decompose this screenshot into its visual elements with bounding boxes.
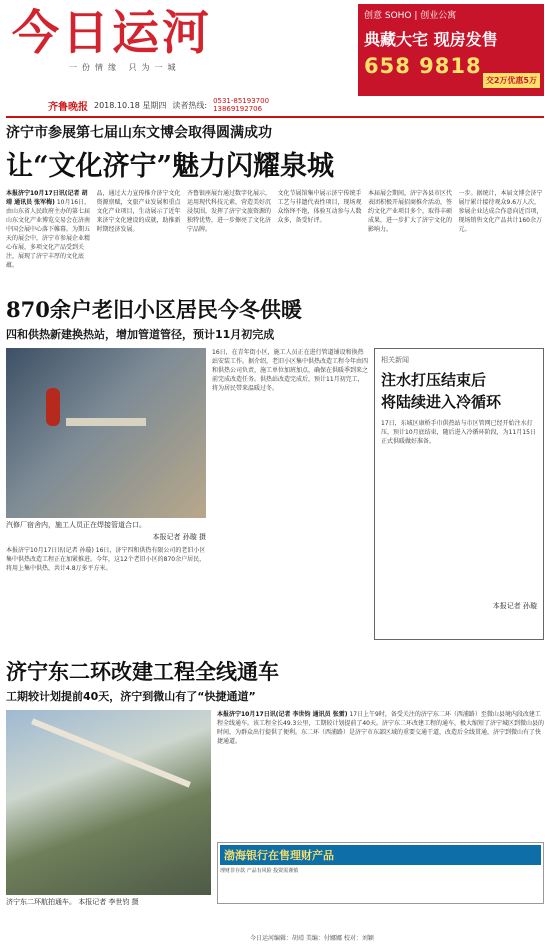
lead-kicker: 济宁市参展第七届山东文博会取得圆满成功 (6, 125, 272, 141)
story2-text: 16日，在青年街小区，施工人员正在进行管道铺设和换热站安装工作。据介绍，老旧小区集中供热改造工程今年由四和供热公司负责，施工单位加班加点，确保在供暖季到来之前完成改造任务。供热站改造完成后，预计11月初完工，将为居民带来温暖过冬。 (212, 349, 368, 392)
story2-body (6, 348, 544, 646)
ad-promo-badge: 交2万优惠5万 (483, 73, 540, 88)
hotline-numbers (213, 97, 269, 113)
issue-date: 2018.10.18 星期四 (94, 100, 167, 110)
real-estate-ad[interactable] (358, 4, 544, 96)
worker-figure (46, 388, 60, 426)
story3-text (217, 710, 544, 838)
hotline-2: 13869192706 (213, 105, 263, 113)
page-footer: 今日运河编辑：胡靖 美编：付娜娜 校对：刘颖 (250, 935, 374, 942)
lead-byline: 本报济宁10月17日讯(记者 胡靖 通讯员 张军梅) (6, 190, 88, 206)
story2-headline: 870余户老旧小区居民今冬供暖 (6, 297, 302, 322)
lead-col-5: 本届展会期间，济宁各县市区代表团积极开展招商推介活动，签约文化产业项目多个，取得丰硕成果，进一步扩大了济宁文化的影响力。 (368, 190, 453, 233)
story2-subhead: 四和供热新建换热站，增加管道管径，预计11月初完成 (6, 328, 275, 341)
story3-right (217, 710, 544, 910)
lead-body (6, 189, 544, 284)
masthead (6, 4, 544, 114)
related-text: 17日，东城区康桥手巾供热站与市区管网已经开始注水打压，预计10月底结束，随后进入冷循环阶段，为11月15日正式供暖做好准备。 (381, 420, 536, 445)
publisher-name: 齐鲁晚报 (48, 101, 88, 113)
ad-tagline: 创意 SOHO | 创业公寓 (364, 11, 457, 21)
related-news-box (374, 348, 544, 640)
lead-col-2: 品，通过大力宣传推介济宁文化资源禀赋，文旅产业发展和重点文化产业项目，生动展示了近年来济宁文化建设的成就，助推新时期经济发展。 (96, 190, 181, 233)
hotline-label: 读者热线: (172, 100, 208, 110)
road-credit: 本报记者 李世钧 摄 (78, 898, 139, 906)
related-title: 注水打压结束后 将陆续进入冷循环 (381, 371, 502, 411)
road-caption (6, 897, 211, 907)
story2-right (374, 348, 544, 646)
story3-body (6, 710, 544, 910)
road-shape (31, 718, 191, 787)
ad-phone: 658 9818 (364, 54, 482, 78)
slogan: 一份情缘 只为一城 (69, 63, 181, 72)
bank-ad-title: 渤海银行在售理财产品 (220, 845, 541, 865)
related-tag: 相关新闻 (381, 356, 409, 364)
lead-col-6: 一步。据统计，本届文博会济宁展厅累计接待观众9.6万人次，参展企业达成合作意向近百项，现场销售文化产品共计160余万元。 (458, 190, 543, 233)
bank-ad-note: 理财非存款 产品有风险 投资需谨慎 (220, 868, 299, 874)
lead-col-1 (6, 189, 92, 284)
story3-text-body: 17日上午9时，备受关注的济宁东二环（西浦路）至微山县境内段改建工程全线通车。该工程全长49.3公里，工期较计划提前了40天。济宁东二环改建工程的通车，极大缩短了济宁城区到微山县的时间，为群众出行提供了便利。东二环（西浦路）是济宁市东部区域的重要交通干道，改造后全线贯通，济宁到微山有了快捷通道。 (217, 711, 544, 745)
lead-text-1: 10月16日，由山东省人民政府主办的第七届山东文化产业博览交易会在济南中国会展中心落下帷幕。为期五天的展会中，济宁市参展企业精心布展，多项文化产品受到关注，展现了济宁丰厚的文化底蕴。 (6, 199, 91, 269)
story2-left (6, 348, 206, 646)
road-caption-text: 济宁东二环航拍通车。 (6, 898, 76, 906)
heating-photo (6, 348, 206, 518)
story3-left (6, 710, 211, 910)
photo-caption: 汽修厂宿舍内，施工人员正在焊接管道合口。 (6, 521, 146, 529)
story2-byline: 本报济宁10月17日讯(记者 孙璇) 16日，济宁四和供热有限公司的老旧小区集中供热改造工程正在加紧推进。今年，这12个老旧小区的870余户居民，将用上集中供热，共计4.8万多平方米。 (6, 547, 206, 572)
story3-byline: 本报济宁10月17日讯(记者 李世钧 通讯员 张雷) (217, 711, 348, 718)
story3-subhead: 工期较计划提前40天，济宁到微山有了“快捷通道” (6, 690, 256, 703)
paper-logo: 今日运河 (12, 6, 212, 61)
lead-col-4: 文化节展馆集中展示济宁传统手工艺与非遗代表性项目，现场观众络绎不绝，体验互动参与人数众多，备受好评。 (277, 190, 362, 224)
divider (6, 116, 544, 118)
story3-headline: 济宁东二环改建工程全线通车 (6, 659, 279, 684)
related-credit: 本报记者 孙璇 (492, 602, 537, 610)
photo-credit: 本报记者 孙璇 摄 (152, 533, 206, 541)
bank-ad[interactable] (217, 842, 544, 904)
ad-title: 典藏大宅 现房发售 (364, 30, 498, 49)
pipe-shape (66, 418, 146, 426)
issue-meta (48, 97, 269, 113)
road-aerial-photo (6, 710, 211, 895)
hotline-1: 0531-85193700 (213, 97, 270, 105)
lead-headline: 让“文化济宁”魅力闪耀泉城 (6, 151, 335, 182)
lead-col-3: 齐鲁银座展台通过数字化展示，运用现代科技元素，营造美好沉浸氛围，发挥了济宁文旅资源的独特优势，进一步擦亮了文化济宁品牌。 (187, 190, 272, 233)
